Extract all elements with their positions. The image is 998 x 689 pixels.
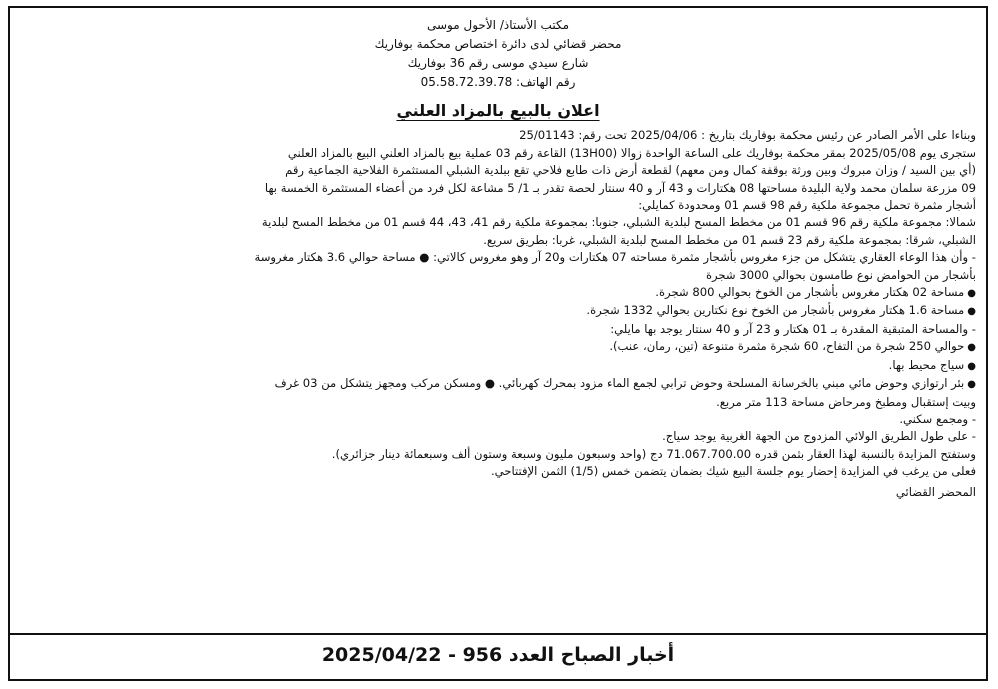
office-header (20, 16, 976, 92)
deposit-requirement-line: فعلى من يرغب في المزايدة إحضار يوم جلسة البيع شيك بضمان يتضمن خمس (1/5) الثمن الإفتتاحي. (490, 464, 976, 479)
office-phone: رقم الهاتف: 05.58.72.39.78 (420, 75, 576, 89)
announcement-title (20, 102, 976, 119)
office-address: شارع سيدي موسى رقم 36 بوفاريك (407, 56, 589, 70)
bailiff-signature: المحضر القضائي (895, 484, 976, 499)
office-jurisdiction: محضر قضائي لدى دائرة اختصاص محكمة بوفاريك (374, 37, 622, 51)
well-and-house-line: ● بئر ارتوازي وحوض مائي مبني بالخرسانة المسلحة وحوض ترابي لجمع الماء مزود بمحرك كهربائي. ● ومسكن مركب ومجهز يتشكل من 03 غرف (20, 375, 976, 393)
apple-trees-line: ● حوالي 250 شجرة من التفاح، 60 شجرة مثمرة متنوعة (تين، رمان، عنب). (20, 338, 976, 356)
remaining-area-line: - والمساحة المتبقية المقدرة بـ 01 هكتار و 23 آر و 40 سنتار يوجد بها مايلي: (610, 321, 976, 336)
parties-line: (أي بين السيد / وزان مبروك وبين ورثة بوقفة كمال ومن معهم) لقطعة أرض ذات طابع فلاحي تقع ببلدية الشبلي المستثمرة الفلاحية الجماعية رقم (285, 163, 976, 178)
citrus-trees-line: بأشجار من الحوامض نوع طامسون بحوالي 3000 شجرة (705, 267, 976, 282)
auction-date-line: ستجرى يوم 2025/05/08 بمقر محكمة بوفاريك على الساعة الواحدة زوالا (13H00) القاعة رقم 03 عملية بيع بالمزاد العلني البيع بالمزاد العلني (287, 145, 976, 160)
house-details-line: وبيت إستقبال ومطبخ ومرحاض مساحة 113 متر مربع. (716, 394, 976, 409)
court-order-line: وبناءا على الأمر الصادر عن رئيس محكمة بوفاريك بتاريخ : 2025/04/06 تحت رقم: 25/01143 (519, 128, 976, 143)
announcement-frame (8, 6, 988, 681)
announcement-body (20, 16, 976, 621)
planted-area-line: - وأن هذا الوعاء العقاري يتشكل من جزء مغروس بأشجار مثمرة مساحته 07 هكتارات و20 آر وهو مغروس كالاتي: ● مساحة حوالي 3.6 هكتار مغروسة (254, 250, 976, 265)
office-name: مكتب الأستاذ/ الأحول موسى (427, 18, 569, 32)
nectarine-area-line: ● مساحة 1.6 هكتار مغروس بأشجار من الخوخ نوع نكتارين بحوالي 1332 شجرة. (20, 302, 976, 320)
property-group-line: أشجار مثمرة تحمل مجموعة ملكية رقم 98 قسم 01 ومحدودة كمايلي: (638, 198, 976, 213)
land-area-line: 09 مزرعة سلمان محمد ولاية البليدة مساحتها 08 هكتارات و 43 آر و 40 سنتار لحصة تقدر بـ 1/ 5 مشاعة لكل فرد من أعضاء المستثمرة الخمسة بها (264, 180, 976, 195)
newspaper-footer (10, 633, 986, 679)
boundaries-line-2: الشبلي، شرقا: بمجموعة ملكية رقم 23 قسم 01 من مخطط المسح لبلدية الشبلي، غربا: بطريق سريع. (483, 232, 976, 247)
boundaries-line-1: شمالا: مجموعة ملكية رقم 96 قسم 01 من مخطط المسح لبلدية الشبلي، جنوبا: بمجموعة ملكية رقم 41، 43، 44 قسم 01 من مخطط المسح لبلدية (261, 215, 976, 230)
peach-area-line: ● مساحة 02 هكتار مغروس بأشجار من الخوخ بحوالي 800 شجرة. (20, 284, 976, 302)
housing-complex-line: - ومجمع سكني. (899, 411, 976, 426)
newspaper-issue: أخبار الصباح العدد 956 - 2025/04/22 (321, 644, 675, 666)
road-fence-line: - على طول الطريق الولائي المزدوج من الجهة الغربية يوجد سياج. (662, 429, 976, 444)
fence-line: ● سياج محيط بها. (20, 357, 976, 375)
announcement-title-text: اعلان بالبيع بالمزاد العلني (396, 101, 600, 120)
opening-price-line: وستفتح المزايدة بالنسبة لهذا العقار بثمن قدره 71.067.700.00 دج (واحد وسبعون مليون وسبعة وستون ألف وسبعمائة دينار جزائري). (331, 446, 976, 461)
